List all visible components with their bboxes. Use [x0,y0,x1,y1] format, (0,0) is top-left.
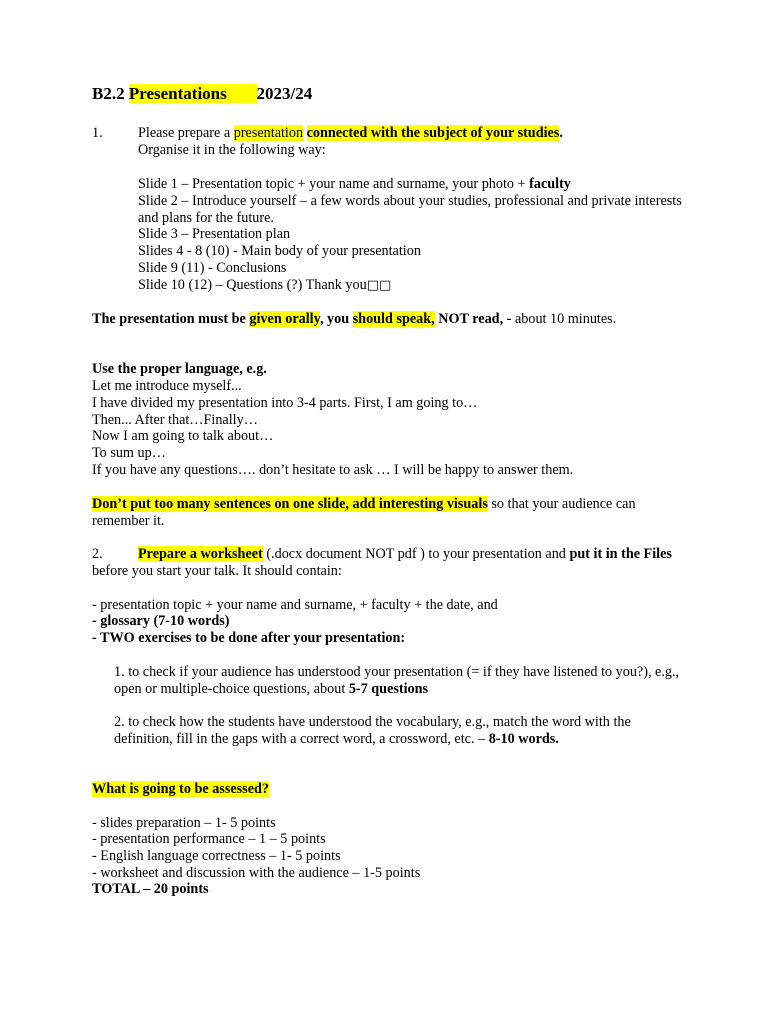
language-line: Then... After that…Finally… [92,412,258,428]
exercise2-text: 2. to check how the students have understood the vocabulary, e.g., match the word with the definition, fill in the gaps with a correct word, a crossword, etc. – [114,714,631,747]
title-highlight [129,84,257,103]
slide2-line: Slide 2 – Introduce yourself – a few words about your studies, professional and private interests and plans for the future. [138,193,682,226]
assessment-item: - slides preparation – 1- 5 points [92,815,276,831]
slide10-line [138,277,698,295]
assessment-heading-text: What is going to be assessed? [92,781,269,797]
item2-number: 2. [92,546,103,562]
oral-e: NOT read, - [434,311,515,327]
slide4-line: Slides 4 - 8 (10) - Main body of your presentation [138,243,421,259]
oral-paragraph [92,311,632,328]
slide10-text: Slide 10 (12) – Questions (?) Thank you [138,277,367,293]
emoji-placeholder-icon: □□ [366,278,392,293]
language-line: Now I am going to talk about… [92,428,274,444]
contain-line: - presentation topic + your name and surname, + faculty + the date, and [92,597,498,613]
oral-c: , you [319,311,353,327]
exercises-line: - TWO exercises to be done after your presentation: [92,630,406,646]
language-line: Let me introduce myself... [92,378,242,394]
item1-number: 1. [92,125,103,141]
visuals-paragraph [92,496,682,530]
assessment-total: TOTAL – 20 points [92,881,209,897]
language-line: If you have any questions…. don’t hesitate to ask … I will be happy to answer them. [92,462,574,478]
exercise1-bold: 5-7 questions [348,680,429,697]
oral-b: given orally [249,311,320,327]
intro-end: . [559,125,563,141]
assessment-heading [92,781,692,798]
language-heading: Use the proper language, e.g. [92,361,267,377]
title-text: Presentations [128,84,227,103]
exercise2 [114,714,680,748]
course-code: B2.2 [92,84,125,103]
exercise1-text: to check if your audience has understood your presentation (= if they have listened to you?), e.g., open or multiple-choice questions, about [114,664,680,697]
document-title [92,86,312,103]
exercise1-number: 1. [114,664,125,680]
oral-a: The presentation must be [92,311,250,327]
intro-highlight: presentation [233,125,304,141]
oral-f: about 10 minutes. [514,311,617,327]
oral-d: should speak, [352,311,435,327]
visuals-highlight: Don’t put too many sentences on one slide, add interesting visuals [92,496,488,512]
exercise1 [114,664,680,698]
worksheet-highlight: Prepare a worksheet [138,546,263,562]
academic-year: 2023/24 [256,84,313,103]
language-line: To sum up… [92,445,166,461]
worksheet-files: put it in the Files [569,546,672,562]
slide1-text: Slide 1 – Presentation topic + your name and surname, your photo + [138,176,530,192]
glossary-line: - glossary (7-10 words) [92,613,230,629]
assessment-item: - English language correctness – 1- 5 points [92,848,341,864]
visuals-rest: so that your audience can remember it. [92,496,636,529]
language-line: I have divided my presentation into 3-4 parts. First, I am going to… [92,395,478,411]
slide1-line [138,176,698,193]
intro-bold-highlight: connected with the subject of your studies [306,125,560,141]
exercise2-bold: 8-10 words. [488,730,559,747]
title-padding [227,84,257,103]
organise-line: Organise it in the following way: [138,142,326,158]
worksheet-a: (.docx document NOT pdf ) to your presentation and [262,546,570,562]
slide9-line: Slide 9 (11) - Conclusions [138,260,287,276]
slide1-bold: faculty [529,176,571,192]
assessment-item: - presentation performance – 1 – 5 points [92,831,326,847]
intro-text: Please prepare a [138,125,234,141]
slide3-line: Slide 3 – Presentation plan [138,226,291,242]
worksheet-paragraph [92,546,682,580]
assessment-item: - worksheet and discussion with the audience – 1-5 points [92,865,421,881]
item1-intro [138,125,698,142]
worksheet-c: before you start your talk. It should contain: [92,562,342,579]
